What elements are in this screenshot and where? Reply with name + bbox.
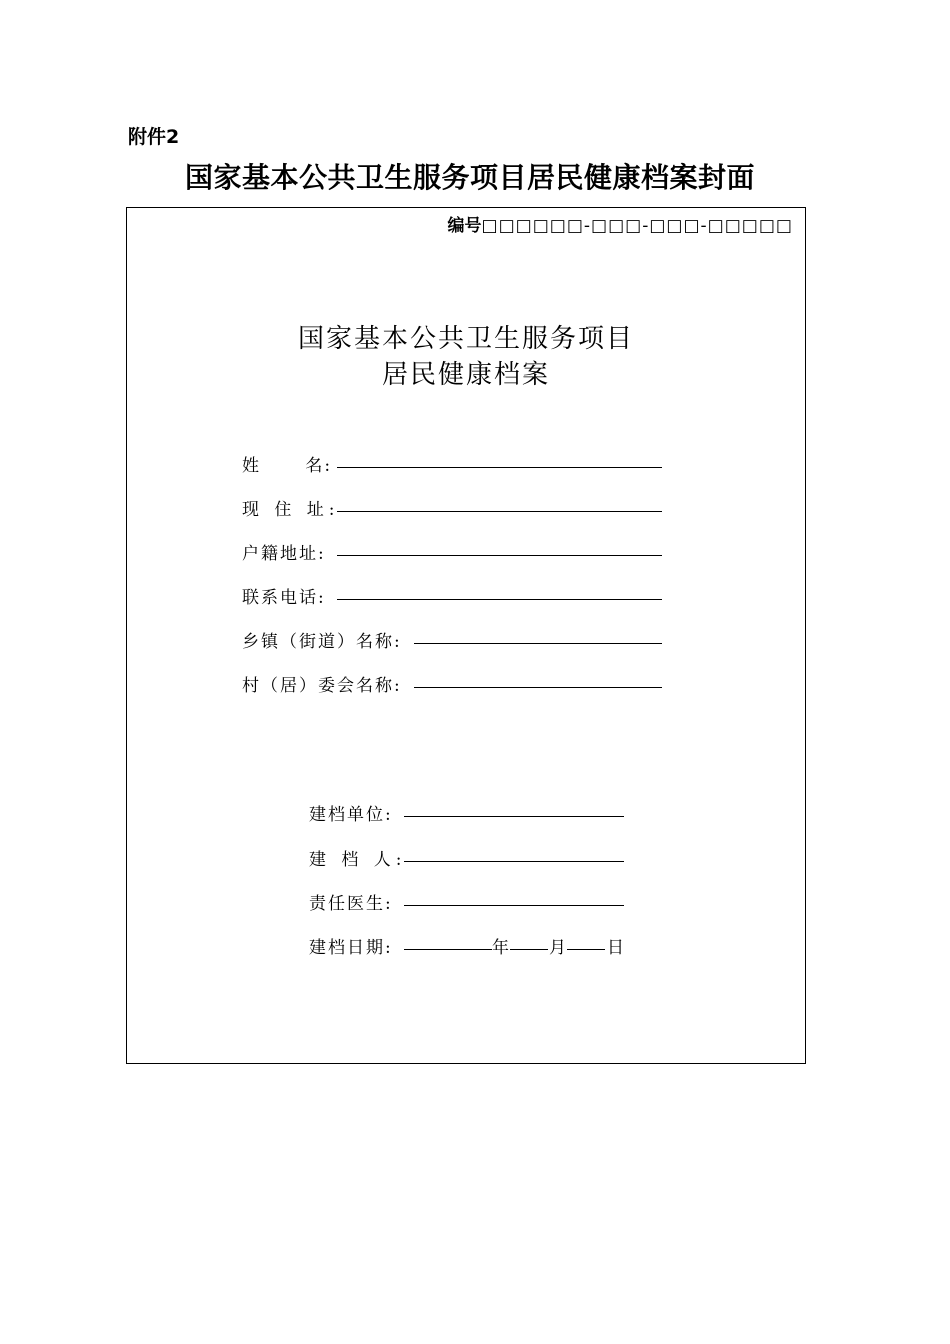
phone-label: 联系电话: xyxy=(242,588,326,608)
cover-title-line2: 居民健康档案 xyxy=(381,360,550,390)
record-number-label: 编号 xyxy=(447,216,482,236)
archive-year-input-line[interactable] xyxy=(404,949,492,950)
responsible-doctor-input-line[interactable] xyxy=(404,905,624,906)
village-committee-label: 村（居）委会名称: xyxy=(242,676,402,696)
archive-date-label: 建档日期: xyxy=(309,938,393,958)
household-address-input-line[interactable] xyxy=(337,555,662,556)
name-label: 姓 名: xyxy=(242,456,333,476)
archive-unit-input-line[interactable] xyxy=(404,816,624,817)
record-number xyxy=(448,211,793,236)
archive-unit-label: 建档单位: xyxy=(309,805,393,825)
current-address-input-line[interactable] xyxy=(337,511,662,512)
archive-year-unit: 年 xyxy=(492,938,511,958)
current-address-label: 现 住 址: xyxy=(242,500,340,520)
archive-month-unit: 月 xyxy=(549,938,568,958)
archivist-input-line[interactable] xyxy=(404,861,624,862)
township-label: 乡镇（街道）名称: xyxy=(242,632,402,652)
responsible-doctor-label: 责任医生: xyxy=(309,894,393,914)
archivist-label: 建 档 人: xyxy=(309,850,407,870)
township-input-line[interactable] xyxy=(414,643,662,644)
archive-date-field xyxy=(309,933,649,958)
name-input-line[interactable] xyxy=(337,467,662,468)
phone-input-line[interactable] xyxy=(337,599,662,600)
archive-day-unit: 日 xyxy=(607,938,626,958)
cover-box xyxy=(126,207,806,1064)
record-number-boxes[interactable]: □□□□□□-□□□-□□□-□□□□□ xyxy=(481,216,793,236)
page-title: 国家基本公共卫生服务项目居民健康档案封面 xyxy=(184,161,755,194)
household-address-label: 户籍地址: xyxy=(242,544,326,564)
archive-month-input-line[interactable] xyxy=(510,949,548,950)
village-committee-input-line[interactable] xyxy=(414,687,662,688)
attachment-label: 附件2 xyxy=(128,126,180,148)
cover-title-line1: 国家基本公共卫生服务项目 xyxy=(297,324,634,354)
archive-day-input-line[interactable] xyxy=(567,949,605,950)
